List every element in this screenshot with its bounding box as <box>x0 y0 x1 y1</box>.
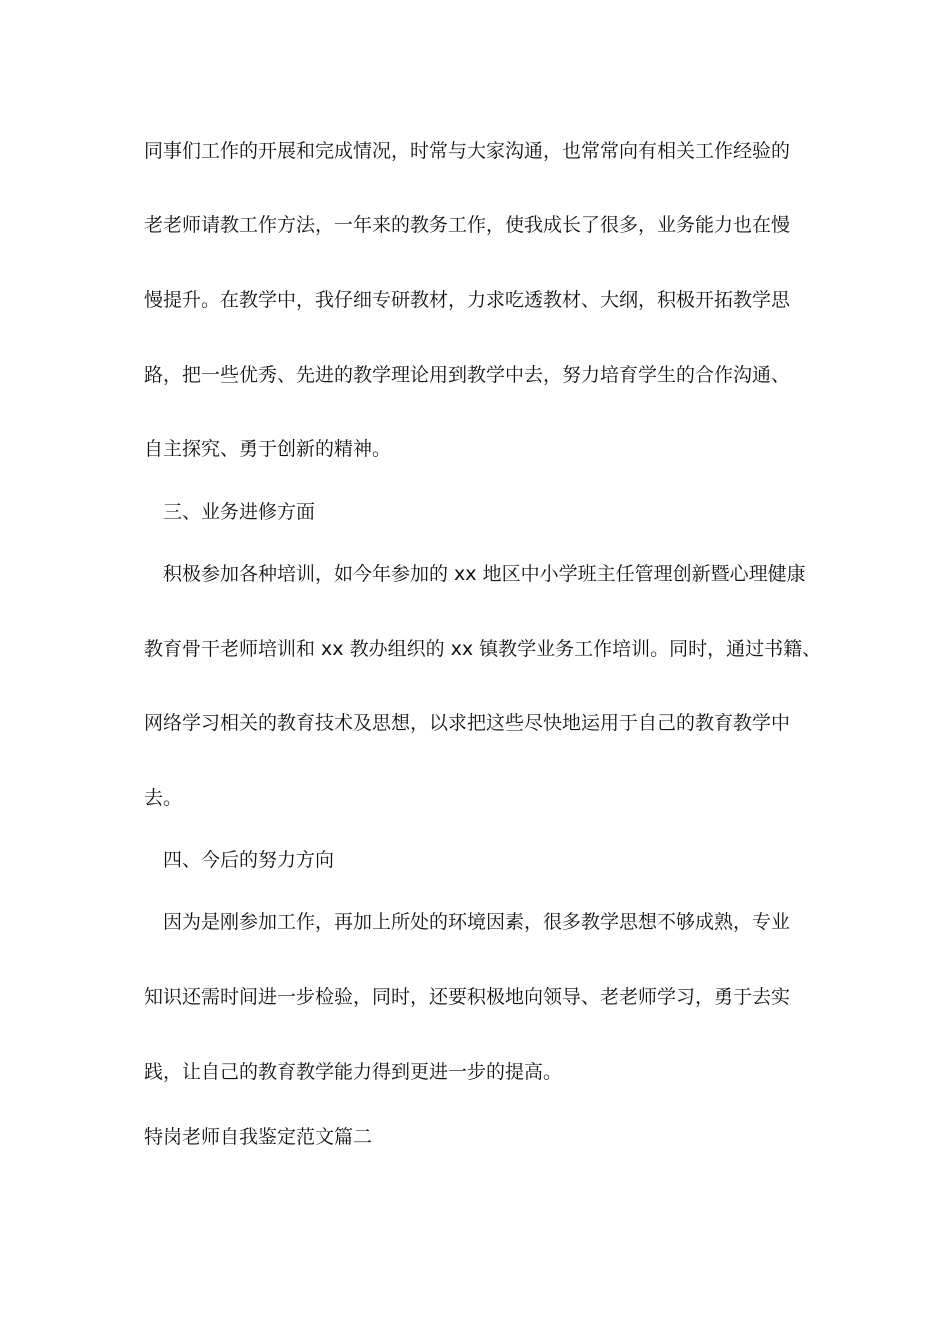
body-text-line: 慢提升。在教学中，我仔细专研教材，力求吃透教材、大纲，积极开拓教学思 <box>144 289 791 311</box>
body-text-line: 去。 <box>144 787 183 809</box>
body-text-line: 同事们工作的开展和完成情况，时常与大家沟通，也常常向有相关工作经验的 <box>144 140 791 162</box>
body-text-line: 教育骨干老师培训和 xx 教办组织的 xx 镇教学业务工作培训。同时，通过书籍、 <box>144 638 822 660</box>
body-text-line: 知识还需时间进一步检验，同时，还要积极地向领导、老老师学习，勇于去实 <box>144 986 791 1008</box>
body-text-line: 老老师请教工作方法，一年来的教务工作，使我成长了很多，业务能力也在慢 <box>144 214 791 236</box>
body-text-line: 路，把一些优秀、先进的教学理论用到教学中去，努力培育学生的合作沟通、 <box>144 364 791 386</box>
body-text-line: 积极参加各种培训，如今年参加的 xx 地区中小学班主任管理创新暨心理健康 <box>163 563 806 585</box>
body-text-line: 网络学习相关的教育技术及思想，以求把这些尽快地运用于自己的教育教学中 <box>144 712 791 734</box>
body-text-line: 自主探究、勇于创新的精神。 <box>144 438 392 460</box>
article-title: 特岗老师自我鉴定范文篇二 <box>144 1126 373 1148</box>
body-text-line: 践，让自己的教育教学能力得到更进一步的提高。 <box>144 1061 563 1083</box>
body-text-line: 因为是刚参加工作，再加上所处的环境因素，很多教学思想不够成熟，专业 <box>163 911 791 933</box>
section-heading-4: 四、今后的努力方向 <box>163 849 335 871</box>
section-heading-3: 三、业务进修方面 <box>163 501 316 523</box>
